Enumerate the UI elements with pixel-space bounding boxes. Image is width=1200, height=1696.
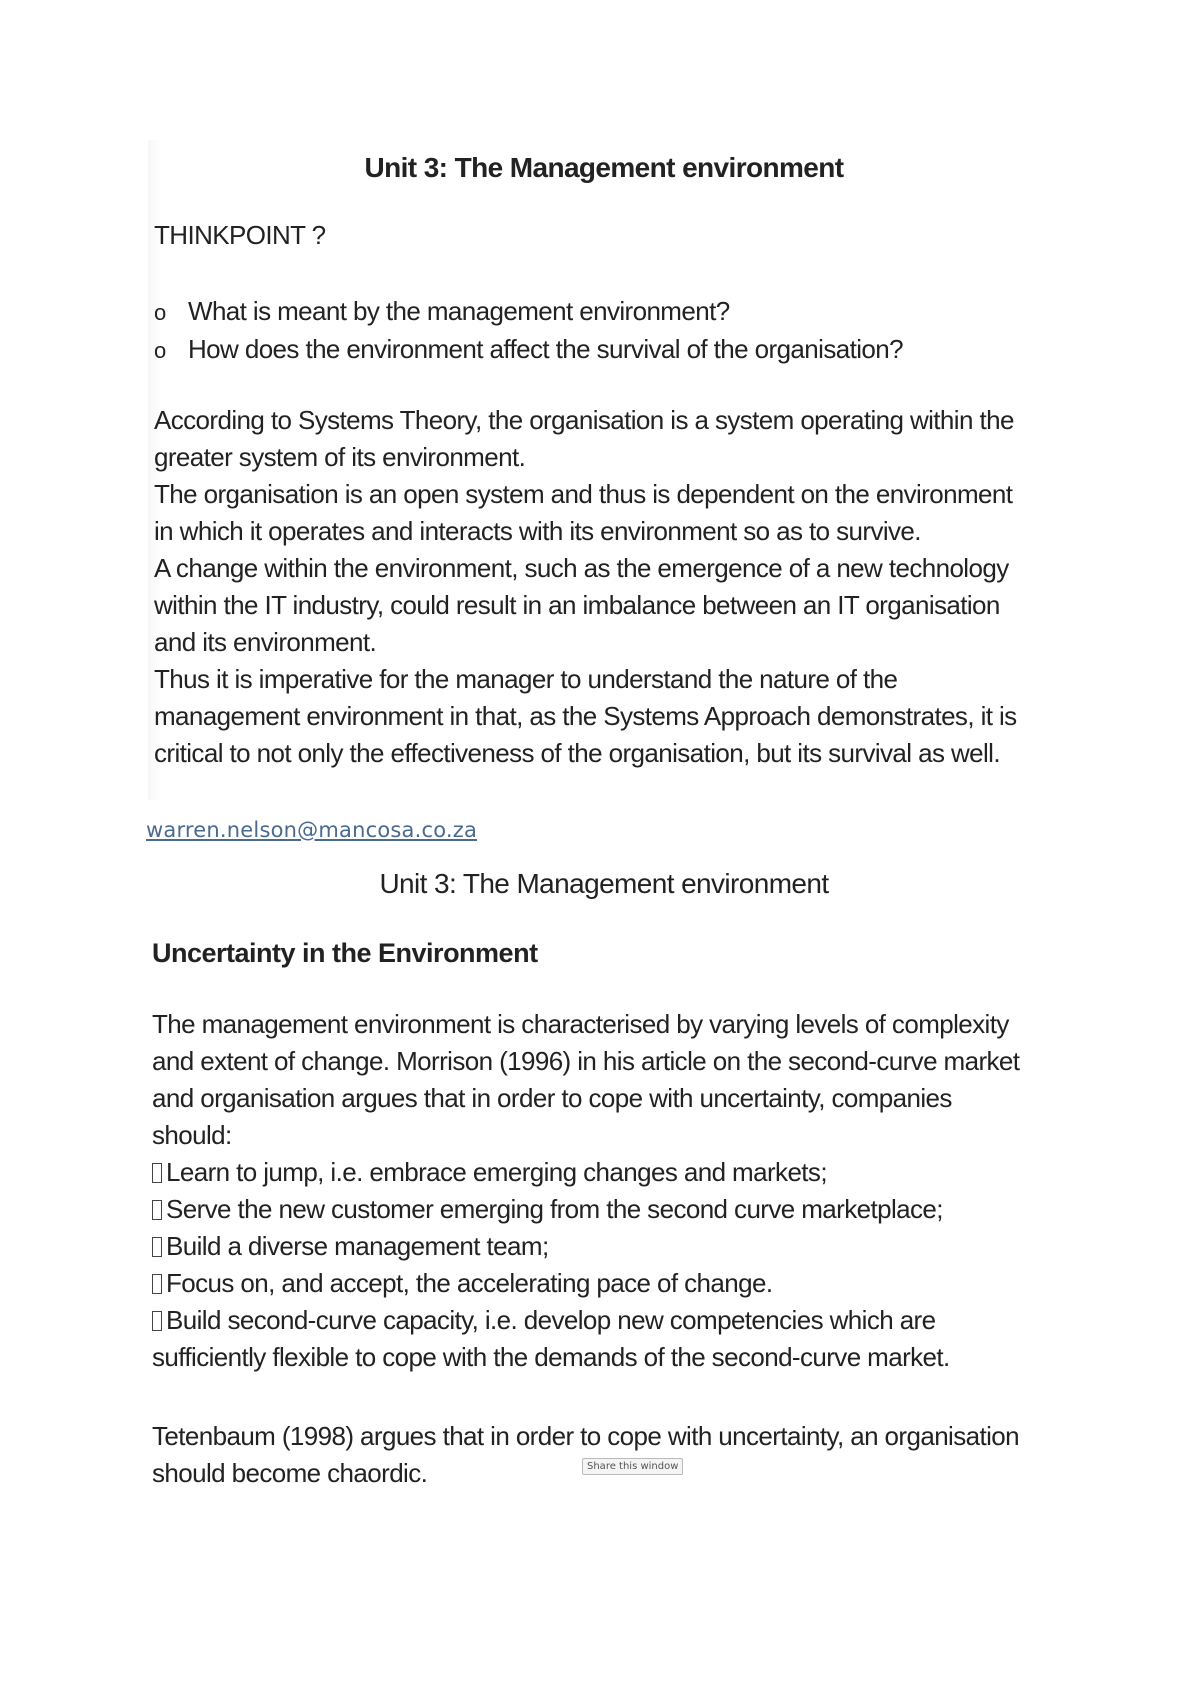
text-line: According to Systems Theory, the organisation is a system operating within the [154,405,1014,435]
question-list [154,293,903,369]
text-line: greater system of its environment. [154,442,526,472]
text-line: and extent of change. Morrison (1996) in his article on the second-curve market [152,1046,1020,1076]
text-line: management environment in that, as the Systems Approach demonstrates, it is [154,701,1017,731]
slide-title: Unit 3: The Management environment [364,152,844,183]
list-item-text: Build a diverse management team; [166,1231,549,1261]
list-item-text: Focus on, and accept, the accelerating pace of change. [166,1268,773,1298]
strategy-list [152,1154,950,1376]
missing-glyph-icon [152,1200,162,1220]
section-heading: Uncertainty in the Environment [152,938,538,968]
missing-glyph-icon [152,1274,162,1294]
list-item [152,1154,950,1191]
question-text: How does the environment affect the survival of the organisation? [188,334,903,364]
text-line: Thus it is imperative for the manager to understand the nature of the [154,664,898,694]
thinkpoint-label: THINKPOINT ? [154,220,326,250]
share-window-button[interactable]: Share this window [582,1458,683,1475]
list-item [152,1191,950,1228]
morrison-paragraph [152,1006,1052,1154]
slide-thinkpoint [148,140,1060,800]
text-line: The organisation is an open system and thus is dependent on the environment [154,479,1013,509]
text-line: Tetenbaum (1998) argues that in order to cope with uncertainty, an organisation [152,1421,1020,1451]
list-item [152,1265,950,1302]
list-item-text: Serve the new customer emerging from the second curve marketplace; [166,1194,943,1224]
text-line: A change within the environment, such as the emergence of a new technology [154,553,1009,583]
text-line: and organisation argues that in order to cope with uncertainty, companies [152,1083,952,1113]
slide-uncertainty [148,868,1060,1508]
missing-glyph-icon [152,1237,162,1257]
list-item [154,293,903,331]
list-item [152,1302,950,1339]
text-line: should: [152,1120,232,1150]
list-item-text: Build second-curve capacity, i.e. develop new competencies which are [166,1305,936,1335]
list-item [154,331,903,369]
list-item [152,1228,950,1265]
list-item-text: Learn to jump, i.e. embrace emerging changes and markets; [166,1157,827,1187]
slide-title: Unit 3: The Management environment [379,868,829,899]
list-item-continuation [152,1339,950,1376]
text-line: The management environment is characterised by varying levels of complexity [152,1009,1009,1039]
list-item-text: sufficiently flexible to cope with the demands of the second-curve market. [152,1342,950,1372]
bullet-marker: o [154,300,166,325]
text-line: should become chaordic. [152,1458,428,1488]
text-line: critical to not only the effectiveness of the organisation, but its survival as well. [154,738,1000,768]
tetenbaum-paragraph [152,1418,1052,1492]
missing-glyph-icon [152,1311,162,1331]
bullet-marker: o [154,338,166,363]
text-line: in which it operates and interacts with its environment so as to survive. [154,516,921,546]
missing-glyph-icon [152,1163,162,1183]
question-text: What is meant by the management environment? [188,296,730,326]
text-line: within the IT industry, could result in an imbalance between an IT organisation [154,590,1000,620]
text-line: and its environment. [154,627,377,657]
systems-theory-paragraph [154,402,1054,772]
email-link[interactable]: warren.nelson@mancosa.co.za [146,818,478,842]
